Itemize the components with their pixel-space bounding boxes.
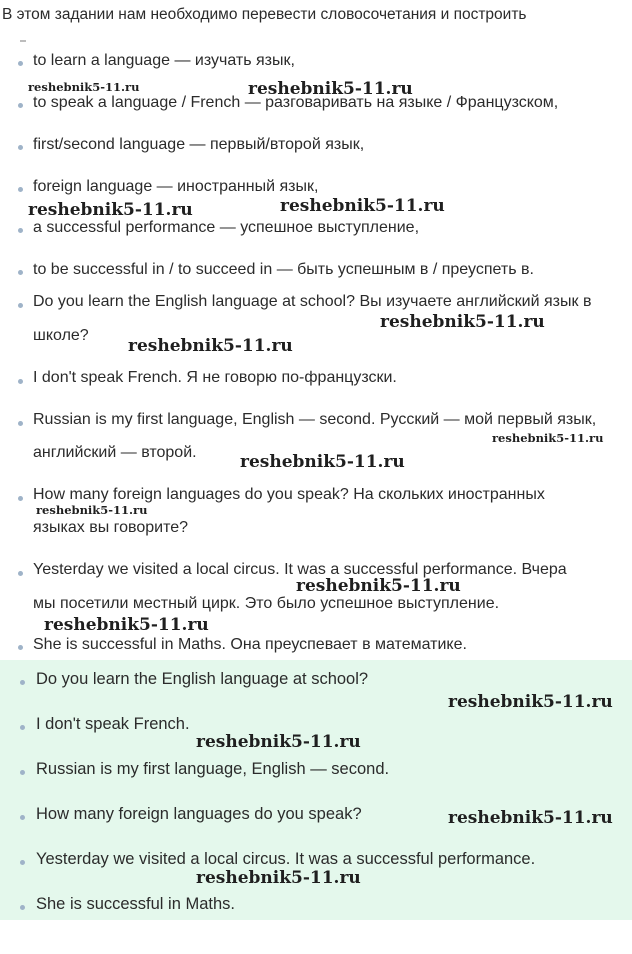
list-bullet: [20, 905, 25, 910]
watermark: reshebnik5-11.ru: [28, 200, 193, 220]
watermark: reshebnik5-11.ru: [196, 868, 361, 888]
answer-item: How many foreign languages do you speak?: [36, 805, 362, 823]
list-bullet: [20, 725, 25, 730]
intro-text: В этом задании нам необходимо перевести словосочетания и построить: [2, 6, 527, 23]
list-item: How many foreign languages do you speak? На скольких иностранных: [33, 486, 545, 503]
watermark: reshebnik5-11.ru: [448, 808, 613, 828]
watermark: reshebnik5-11.ru: [28, 80, 140, 94]
watermark: reshebnik5-11.ru: [492, 431, 604, 445]
list-item: Russian is my first language, English — second. Русский — мой первый язык,: [33, 411, 597, 428]
list-item: Yesterday we visited a local circus. It was a successful performance. Вчера: [33, 561, 567, 578]
answer-item: Yesterday we visited a local circus. It was a successful performance.: [36, 850, 536, 868]
list-bullet: [20, 680, 25, 685]
list-item-continuation: английский — второй.: [33, 444, 197, 461]
list-item-continuation: школе?: [33, 327, 89, 344]
list-bullet: [18, 645, 23, 650]
watermark: reshebnik5-11.ru: [280, 196, 445, 216]
list-bullet: [18, 145, 23, 150]
watermark: reshebnik5-11.ru: [44, 615, 209, 635]
divider: [20, 40, 26, 42]
watermark: reshebnik5-11.ru: [36, 503, 148, 517]
list-item: to speak a language / French — разговаривать на языке / Французском,: [33, 94, 559, 111]
list-item-continuation: языках вы говорите?: [33, 519, 189, 536]
list-item: She is successful in Maths. Она преуспевает в математике.: [33, 636, 467, 653]
list-bullet: [18, 379, 23, 384]
list-bullet: [18, 421, 23, 426]
list-bullet: [20, 770, 25, 775]
list-bullet: [18, 571, 23, 576]
list-item: foreign language — иностранный язык,: [33, 178, 319, 195]
list-item-continuation: мы посетили местный цирк. Это было успешное выступление.: [33, 595, 500, 612]
list-bullet: [18, 187, 23, 192]
list-bullet: [18, 303, 23, 308]
list-item: I don't speak French. Я не говорю по-французски.: [33, 369, 397, 386]
list-bullet: [18, 270, 23, 275]
list-item: to learn a language — изучать язык,: [33, 52, 295, 69]
answer-item: I don't speak French.: [36, 715, 190, 733]
watermark: reshebnik5-11.ru: [296, 576, 461, 596]
watermark: reshebnik5-11.ru: [248, 79, 413, 99]
list-item: a successful performance — успешное выступление,: [33, 219, 420, 236]
list-bullet: [20, 860, 25, 865]
watermark: reshebnik5-11.ru: [128, 336, 293, 356]
answer-item: She is successful in Maths.: [36, 895, 235, 913]
list-item: to be successful in / to succeed in — быть успешным в / преуспеть в.: [33, 261, 534, 278]
list-bullet: [18, 103, 23, 108]
watermark: reshebnik5-11.ru: [196, 732, 361, 752]
list-bullet: [18, 228, 23, 233]
list-item: Do you learn the English language at school? Вы изучаете английский язык в: [33, 293, 592, 310]
list-bullet: [20, 815, 25, 820]
watermark: reshebnik5-11.ru: [380, 312, 545, 332]
list-bullet: [18, 496, 23, 501]
watermark: reshebnik5-11.ru: [240, 452, 405, 472]
watermark: reshebnik5-11.ru: [448, 692, 613, 712]
answer-item: Do you learn the English language at school?: [36, 670, 369, 688]
list-item: first/second language — первый/второй язык,: [33, 136, 365, 153]
answer-item: Russian is my first language, English — second.: [36, 760, 390, 778]
list-bullet: [18, 61, 23, 66]
